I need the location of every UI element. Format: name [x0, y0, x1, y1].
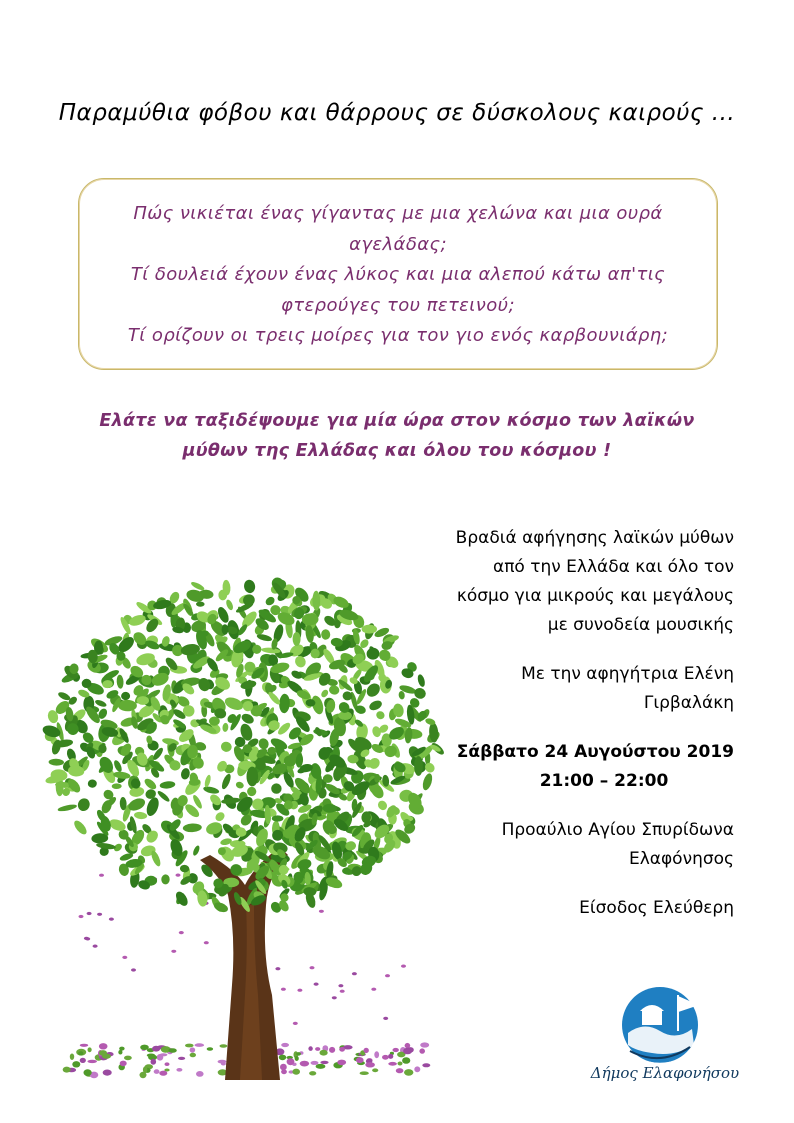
- event-date: Σάββατο 24 Αυγούστου 2019: [456, 742, 734, 762]
- poster-title: Παραμύθια φόβου και θάρρους σε δύσκολους καιρούς ...: [58, 100, 736, 126]
- event-info: [414, 524, 734, 923]
- logo-text: Δήμος Ελαφονήσου: [590, 1064, 740, 1082]
- question-line: Τί ορίζουν οι τρεις μοίρες για τον γιο ενός καρβουνιάρη;: [127, 325, 669, 346]
- invitation-text: [70, 406, 724, 466]
- description-line: κόσμο για μικρούς και μεγάλους: [456, 586, 734, 606]
- tree-canopy: [41, 575, 446, 915]
- questions-box: [78, 178, 718, 370]
- description-line: από την Ελλάδα και όλο τον: [492, 557, 734, 577]
- narrator-line: Γιρβαλάκη: [643, 693, 734, 713]
- question-line: Τί δουλειά έχουν ένας λύκος και μια αλεπού κάτω απ'τις: [130, 264, 666, 285]
- venue-line: Προαύλιο Αγίου Σπυρίδωνα: [501, 820, 734, 840]
- description-line: με συνοδεία μουσικής: [547, 615, 734, 635]
- tree-illustration: [40, 575, 450, 1080]
- invitation-line: Ελάτε να ταξιδέψουμε για μία ώρα στον κόσμο των λαϊκών: [99, 411, 695, 431]
- description-line: Βραδιά αφήγησης λαϊκών μύθων: [455, 528, 734, 548]
- invitation-line: μύθων της Ελλάδας και όλου του κόσμου !: [182, 441, 612, 461]
- entry-text: Είσοδος Ελεύθερη: [579, 898, 734, 918]
- question-line: Πώς νικιέται ένας γίγαντας με μια χελώνα και μια ουρά: [133, 203, 663, 224]
- narrator-line: Με την αφηγήτρια Ελένη: [521, 664, 734, 684]
- event-time: 21:00 – 22:00: [539, 771, 669, 791]
- question-line: αγελάδας;: [349, 233, 447, 255]
- venue-line: Ελαφόνησος: [628, 849, 734, 869]
- question-line: φτερούγες του πετεινού;: [281, 294, 515, 316]
